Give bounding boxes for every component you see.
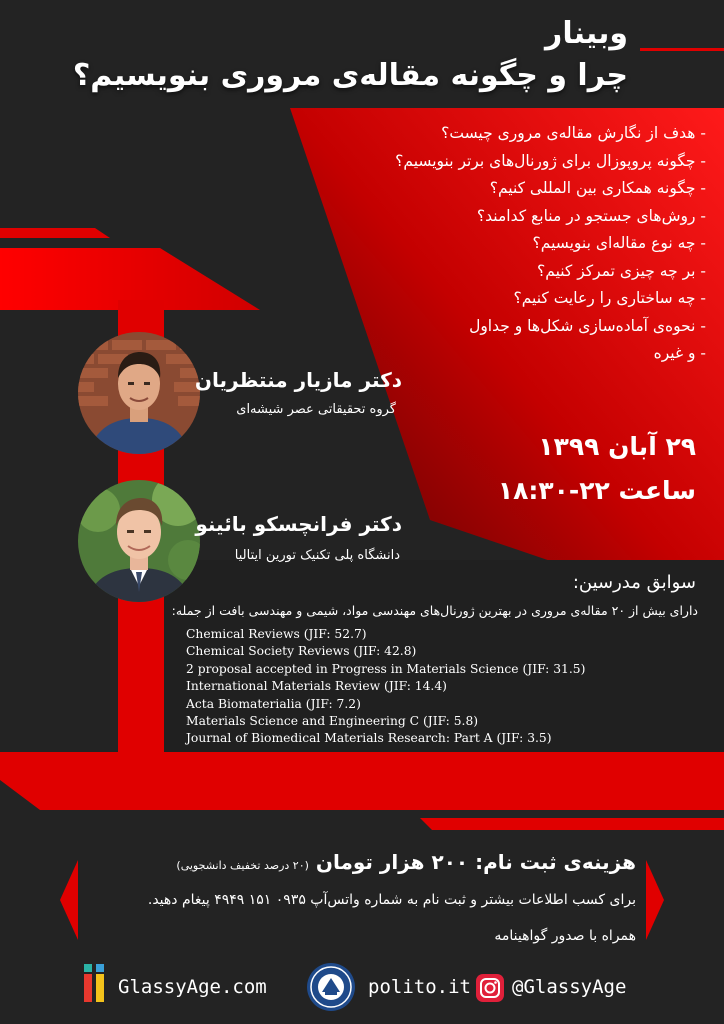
speaker-1-photo [78, 332, 200, 454]
publication-item: Materials Science and Engineering C (JIF: 5.8) [186, 714, 479, 729]
publication-item: 2 proposal accepted in Progress in Materials Science (JIF: 31.5) [186, 661, 586, 676]
certificate-note: همراه با صدور گواهینامه [494, 928, 636, 944]
partner-link[interactable]: polito.it [368, 976, 471, 998]
publication-item: Acta Biomaterialia (JIF: 7.2) [186, 696, 361, 711]
polito-seal-icon [306, 962, 356, 1012]
publication-item: International Materials Review (JIF: 14.4) [186, 679, 447, 694]
publication-item: Chemical Reviews (JIF: 52.7) [186, 627, 367, 641]
registration-fee-row [176, 850, 636, 874]
instagram-handle[interactable]: @GlassyAge [512, 976, 627, 998]
student-discount-note: (۲۰ درصد تخفیف دانشجویی) [176, 859, 309, 872]
topic-item: - چگونه پروپوزال برای ژورنال‌های برتر بنویسیم؟ [395, 151, 706, 170]
topic-item: - چگونه همکاری بین المللی کنیم؟ [489, 179, 706, 197]
webinar-label: وبینار [545, 16, 628, 51]
registration-fee: هزینه‌ی ثبت نام: ۲۰۰ هزار تومان [315, 850, 636, 874]
topic-item: - چه ساختاری را رعایت کنیم؟ [513, 289, 706, 307]
speaker-2-name: دکتر فرانچسکو بائینو [195, 512, 402, 536]
topic-item: - چه نوع مقاله‌ای بنویسیم؟ [532, 234, 706, 252]
speaker-1-name: دکتر مازیار منتظریان [194, 368, 402, 392]
glassyage-logo-icon [80, 962, 110, 1006]
topic-item: - روش‌های جستجو در منابع کدامند؟ [476, 206, 706, 225]
topics-list [386, 120, 706, 368]
contact-info: برای کسب اطلاعات بیشتر و ثبت نام به شماره واتس‌آپ ۰۹۳۵ ۱۵۱ ۴۹۴۹ پیغام دهید. [147, 892, 636, 908]
speaker-1-affiliation: گروه تحقیقاتی عصر شیشه‌ای [236, 402, 396, 417]
topic-item: - هدف از نگارش مقاله‌ی مروری چیست؟ [441, 124, 706, 142]
speaker-2-affiliation: دانشگاه پلی تکنیک تورین ایتالیا [234, 548, 400, 563]
event-date: ۲۹ آبان ۱۳۹۹ [538, 432, 696, 461]
topic-item: - و غیره [653, 344, 706, 362]
publication-item: Journal of Biomedical Materials Research: Part A (JIF: 3.5) [186, 731, 552, 746]
publication-item: Chemical Society Reviews (JIF: 42.8) [186, 644, 417, 659]
topic-item: - بر چه چیزی تمرکز کنیم؟ [537, 261, 706, 280]
topic-item: - نحوه‌ی آماده‌سازی شکل‌ها و جداول [469, 316, 706, 335]
website-link[interactable]: GlassyAge.com [118, 976, 267, 998]
page-title: چرا و چگونه مقاله‌ی مروری بنویسیم؟ [72, 58, 628, 93]
instagram-icon [476, 974, 504, 1002]
credentials-intro: دارای بیش از ۲۰ مقاله‌ی مروری در بهترین ژورنال‌های مهندسی مواد، شیمی و مهندسی بافت از جمله: [171, 603, 698, 618]
event-time: ساعت ۲۲-۱۸:۳۰ [497, 476, 696, 505]
credentials-heading: سوابق مدرسین: [572, 572, 696, 593]
publications-list [186, 626, 585, 748]
speaker-2-photo [78, 480, 200, 602]
